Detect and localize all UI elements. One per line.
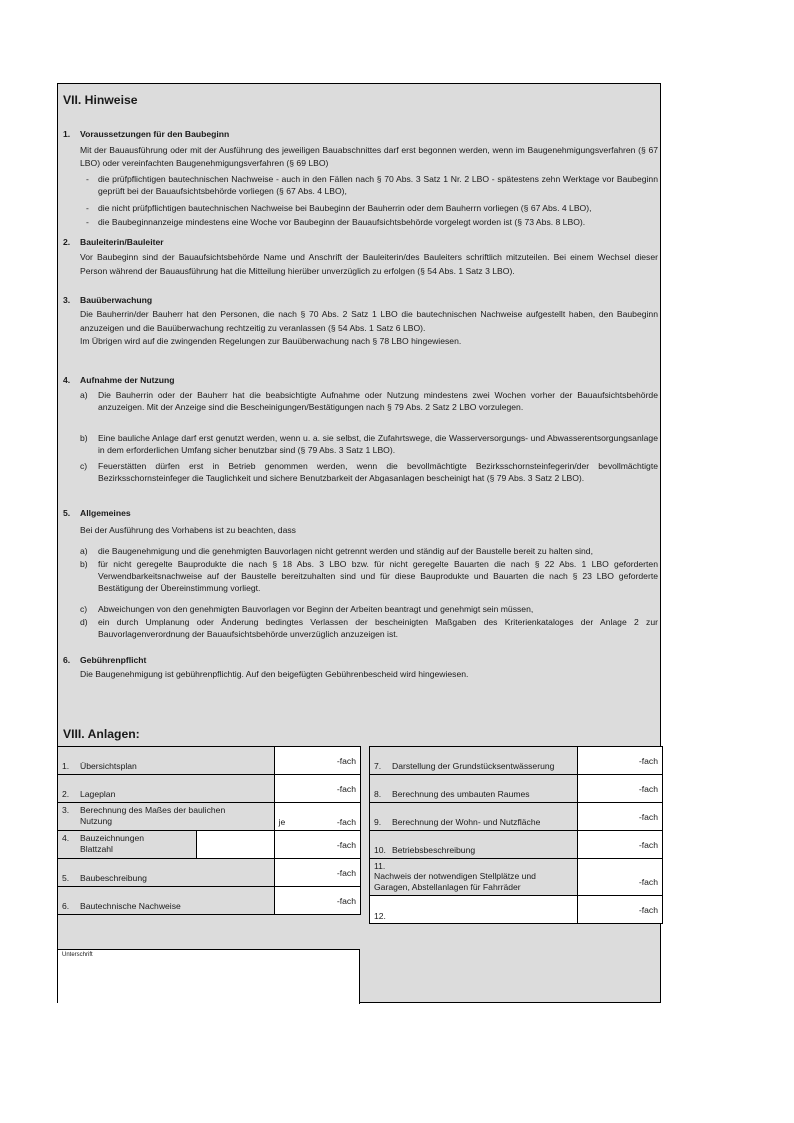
- s1-title: 1. Voraussetzungen für den Baubeginn: [63, 129, 230, 139]
- s6-text: Die Baugenehmigung ist gebührenpflichtig. Auf den beigefügten Gebührenbescheid wird hingewiesen.: [80, 669, 469, 679]
- s5-title: 5. Allgemeines: [63, 508, 131, 518]
- anlage-row: [370, 896, 663, 924]
- anlage-row: 3. Berechnung des Maßes der baulichen Nutzung je -fach: [58, 803, 361, 831]
- s2-title: 2. Bauleiterin/Bauleiter: [63, 237, 164, 247]
- s1-item: - die Baubeginnanzeige mindestens eine Woche vor Baubeginn der Bauaufsichtsbehörde vorgelegt worden ist (§ 73 Abs. 8 LBO).: [86, 217, 586, 227]
- s6-title: 6. Gebührenpflicht: [63, 655, 147, 665]
- s5-item-a: a) die Baugenehmigung und die genehmigten Bauvorlagen nicht getrennt werden und ständig auf der Baustelle bereit zu halten sind,: [80, 546, 593, 556]
- s5-item-b: b) für nicht geregelte Bauprodukte die nach § 18 Abs. 3 LBO bzw. für nicht geregelte Bauarten die nach § 22 Abs. 1 LBO geforderten Verwendbarkeitsnachweise auf der Baustelle bereitzuhalten sind und für diese Bauprodukte und Bauarten die nach § 23 LBO geforderte Bestätigung der Übereinstimmung vorliegt.: [80, 559, 658, 593]
- anlage-count-field[interactable]: -fach: [274, 887, 360, 915]
- anlage-row: 5. Baubeschreibung -fach: [58, 859, 361, 887]
- anlage-row: 8. Berechnung des umbauten Raumes -fach: [370, 775, 663, 803]
- anlage-count-field[interactable]: -fach: [577, 803, 662, 831]
- s3-text2: Im Übrigen wird auf die zwingenden Regelungen zur Bauüberwachung nach § 78 LBO hingewiesen.: [80, 336, 462, 346]
- section-viii-title: VIII. Anlagen:: [63, 727, 140, 741]
- s1-intro: Mit der Bauausführung oder mit der Ausführung des jeweiligen Bauabschnittes darf erst begonnen werden, wenn im Baugenehmigungsverfahren (§ 67 LBO) oder vereinfachten Baugenehmigungsverfahren (§ 69 LBO): [80, 145, 658, 168]
- s1-item: - die nicht prüfpflichtigen bautechnischen Nachweise bei Baubeginn der Bauherrin oder dem Bauherrn vorliegen (§ 67 Abs. 4 LBO),: [86, 203, 592, 213]
- blattzahl-field[interactable]: [196, 831, 274, 859]
- form-page: [57, 83, 661, 1003]
- s1-item: - die prüfpflichtigen bautechnischen Nachweise - auch in den Fällen nach § 70 Abs. 3 Satz 1 Nr. 2 LBO - spätestens zehn Werktage vor Baubeginn geprüft bei der Bauaufsichtsbehörde vorliegen (§ 67 Abs. 4 LBO),: [86, 174, 658, 196]
- s3-title: 3. Bauüberwachung: [63, 295, 153, 305]
- anlage-count-field[interactable]: -fach: [577, 896, 662, 924]
- s4-item-a: a) Die Bauherrin oder der Bauherr hat die beabsichtigte Aufnahme oder Nutzung mindestens zwei Wochen vorher der Bauaufsichtsbehörde anzuzeigen. Mit der Anzeige sind die Bescheinigungen/Bestätigungen nach § 79 Abs. 2 Satz 2 LBO vorzulegen.: [80, 390, 658, 412]
- signature-field[interactable]: [58, 949, 360, 1004]
- signature-label: Unterschrift: [62, 952, 93, 958]
- anlage-count-field[interactable]: -fach: [577, 775, 662, 803]
- s5-item-d: d) ein durch Umplanung oder Änderung bedingtes Verlassen der bescheinigten Maßgaben des Kriterienkataloges der Anlage 2 zur Bauvorlagenverordnung der Bauaufsichtsbehörde unverzüglich anzuzeigen ist.: [80, 617, 658, 639]
- anlage-count-field[interactable]: -fach: [577, 831, 662, 859]
- s5-intro: Bei der Ausführung des Vorhabens ist zu beachten, dass: [80, 525, 296, 535]
- s4-title: 4. Aufnahme der Nutzung: [63, 375, 175, 385]
- anlagen-table-left: [57, 746, 361, 915]
- anlage-count-field[interactable]: je -fach: [274, 803, 360, 831]
- s5-item-c: c) Abweichungen von den genehmigten Bauvorlagen vor Beginn der Arbeiten beantragt und genehmigt sein müssen,: [80, 604, 534, 614]
- anlage-count-field[interactable]: -fach: [577, 859, 662, 896]
- anlage-count-field[interactable]: -fach: [274, 859, 360, 887]
- anlage-row: 10. Betriebsbeschreibung -fach: [370, 831, 663, 859]
- anlage-row: 9. Berechnung der Wohn- und Nutzfläche -fach: [370, 803, 663, 831]
- s4-item-b: b) Eine bauliche Anlage darf erst genutzt werden, wenn u. a. sie selbst, die Zufahrtswege, die Wasserversorgungs- und Abwasserentsorgungsanlage in dem erforderlichen Umfang sicher benutzbar sind (§ 79 Abs. 3 Satz 1 LBO).: [80, 433, 658, 455]
- anlage-count-field[interactable]: -fach: [274, 831, 360, 859]
- anlage-custom-field[interactable]: 12.: [370, 896, 578, 924]
- anlage-row: 11.Nachweis der notwendigen Stellplätze und Garagen, Abstellanlagen für Fahrräder -fach: [370, 859, 663, 896]
- section-vii-title: VII. Hinweise: [63, 93, 138, 107]
- anlage-row: 7. Darstellung der Grundstücksentwässerung -fach: [370, 747, 663, 775]
- anlage-row: 1. Übersichtsplan -fach: [58, 747, 361, 775]
- s3-text: Die Bauherrin/der Bauherr hat den Personen, die nach § 70 Abs. 2 Satz 1 LBO die bautechnischen Nachweise aufgestellt haben, den Baubeginn anzuzeigen und die Bauüberwachung rechtzeitig zu veranlassen (§ 54 Abs. 1 Satz 6 LBO).: [80, 309, 658, 333]
- s4-item-c: c) Feuerstätten dürfen erst in Betrieb genommen werden, wenn die bevollmächtigte Bezirksschornsteinfegerin/der bevollmächtigte Bezirksschornsteinfeger die Tauglichkeit und sichere Benutzbarkeit der Abgasanlagen bescheinigt hat (§ 79 Abs. 3 Satz 2 LBO).: [80, 461, 658, 483]
- anlage-row: 4. Bauzeichnungen Blattzahl -fach: [58, 831, 361, 859]
- anlage-count-field[interactable]: -fach: [274, 747, 360, 775]
- anlagen-table-right: [369, 746, 663, 924]
- anlage-count-field[interactable]: -fach: [274, 775, 360, 803]
- anlage-count-field[interactable]: -fach: [577, 747, 662, 775]
- anlage-row: 2. Lageplan -fach: [58, 775, 361, 803]
- anlage-row: 6. Bautechnische Nachweise -fach: [58, 887, 361, 915]
- s2-text: Vor Baubeginn sind der Bauaufsichtsbehörde Name und Anschrift der Bauleiterin/des Bauleiters schriftlich mitzuteilen. Bei einem Wechsel dieser Person während der Bauausführung hat die Mitteilung hierüber unverzüglich zu erfolgen (§ 54 Abs. 1 Satz 3 LBO).: [80, 252, 658, 276]
